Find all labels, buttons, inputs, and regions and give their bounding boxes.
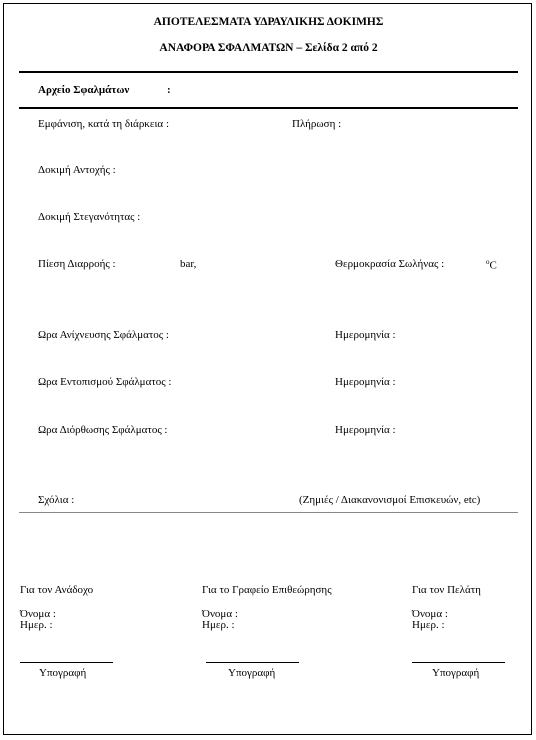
- inspection-name-label: Όνομα :: [202, 608, 238, 620]
- leak-pressure-label: Πίεση Διαρροής :: [38, 258, 116, 270]
- comments-divider: [19, 512, 518, 513]
- appearance-label: Εμφάνιση, κατά τη διάρκεια :: [38, 118, 169, 130]
- contractor-date-label: Ημερ. :: [20, 619, 53, 631]
- tightness-test-label: Δοκιμή Στεγανότητας :: [38, 211, 141, 223]
- degree-mark: o: [486, 258, 490, 266]
- filling-label: Πλήρωση :: [292, 118, 342, 130]
- inspection-office-label: Για το Γραφείο Επιθεώρησης: [202, 584, 332, 596]
- detection-time-label: Ωρα Ανίχνευσης Σφάλματος :: [38, 329, 169, 341]
- form-page: [3, 3, 532, 735]
- contractor-name-label: Όνομα :: [20, 608, 56, 620]
- client-date-label: Ημερ. :: [412, 619, 445, 631]
- strength-test-label: Δοκιμή Αντοχής :: [38, 164, 116, 176]
- client-signature-label: Υπογραφή: [432, 667, 480, 679]
- client-label: Για τον Πελάτη: [412, 584, 481, 596]
- location-time-label: Ωρα Εντοπισμού Σφάλματος :: [38, 376, 172, 388]
- comments-label: Σχόλια :: [38, 494, 75, 506]
- contractor-label: Για τον Ανάδοχο: [20, 584, 94, 596]
- contractor-signature-label: Υπογραφή: [39, 667, 87, 679]
- form-subtitle: ΑΝΑΦΟΡΑ ΣΦΑΛΜΑΤΩΝ – Σελίδα 2 από 2: [159, 42, 378, 54]
- comments-hint: (Ζημιές / Διακανονισμοί Επισκευών, etc): [299, 494, 481, 506]
- contractor-signature-line: [20, 662, 113, 663]
- client-signature-line: [412, 662, 505, 663]
- section-colon: :: [167, 84, 171, 96]
- detection-date-label: Ημερομηνία :: [335, 329, 396, 341]
- pressure-unit: bar,: [180, 258, 197, 270]
- inspection-signature-label: Υπογραφή: [228, 667, 276, 679]
- celsius-mark: C: [489, 259, 497, 272]
- repair-time-label: Ωρα Διόρθωσης Σφάλματος :: [38, 424, 168, 436]
- client-name-label: Όνομα :: [412, 608, 448, 620]
- section-divider: [19, 107, 518, 109]
- inspection-date-label: Ημερ. :: [202, 619, 235, 631]
- location-date-label: Ημερομηνία :: [335, 376, 396, 388]
- temp-unit: [486, 258, 497, 272]
- form-title: ΑΠΟΤΕΛΕΣΜΑΤΑ ΥΔΡΑΥΛΙΚΗΣ ΔΟΚΙΜΗΣ: [153, 16, 384, 28]
- inspection-signature-line: [206, 662, 299, 663]
- section-label: Αρχείο Σφαλμάτων: [38, 84, 130, 96]
- top-divider: [19, 71, 518, 73]
- repair-date-label: Ημερομηνία :: [335, 424, 396, 436]
- pipe-temp-label: Θερμοκρασία Σωλήνας :: [335, 258, 445, 270]
